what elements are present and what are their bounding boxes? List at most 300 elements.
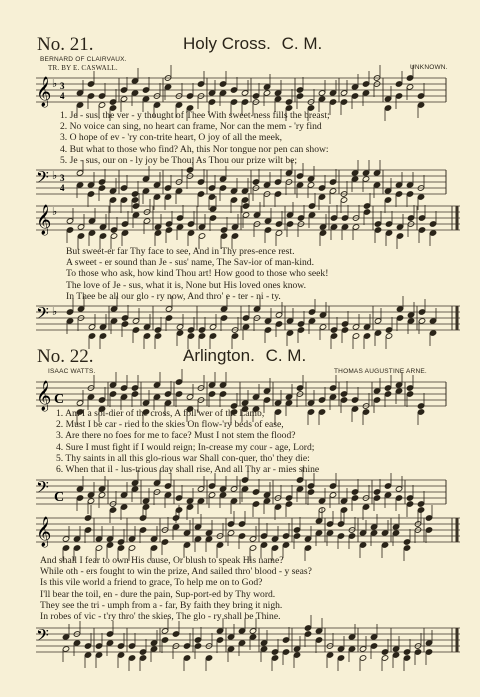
note-head [370,530,377,536]
note-head [308,309,315,315]
svg-text:4: 4 [60,183,65,193]
note-head [264,318,271,324]
note-head [329,492,336,498]
note-head [120,185,127,191]
verse-line: In robes of vic - t'ry thro' the skies, The glo - ry shall be Thine. [40,611,281,623]
note-head [209,324,216,330]
note-head [263,84,270,90]
note-head [208,90,215,96]
note-head [183,655,190,661]
note-head [297,215,304,221]
note-head [362,81,369,87]
note-head [139,655,146,661]
note-head [337,533,344,539]
note-head [186,504,193,510]
hymn-21-translator-credit: TR. BY E. CASWALL. [48,64,118,72]
note-head [73,545,80,551]
note-head [153,102,160,108]
note-head [417,93,424,99]
note-head [362,90,369,96]
note-head [175,102,182,108]
note-head [142,176,149,182]
note-head [318,185,325,191]
note-head [264,218,271,224]
note-head [319,312,326,318]
note-head [330,327,337,333]
note-head [109,391,116,397]
note-head [197,486,204,492]
note-head [286,212,293,218]
note-head [106,631,113,637]
note-head [385,230,392,236]
note-head [76,90,83,96]
note-head [315,628,322,634]
note-head [271,649,278,655]
verse-line: 3. O hope of ev - 'ry con-trite heart, O joy of all the meek, [60,132,283,144]
note-head [263,397,270,403]
note-head [241,477,248,483]
note-head [110,233,117,239]
note-head [186,394,193,400]
note-head [230,486,237,492]
note-head [176,224,183,230]
note-head [352,324,359,330]
note-head [176,324,183,330]
note-head [205,536,212,542]
note-head [98,179,105,185]
note-head [381,542,388,548]
note-head [406,501,413,507]
note-head [117,545,124,551]
note-head [275,321,282,327]
note-head [172,631,179,637]
note-head [418,318,425,324]
note-head [131,191,138,197]
note-head [231,233,238,239]
note-head [286,318,293,324]
hymn-21-system-2-verses [66,246,328,302]
note-head [351,406,358,412]
note-head [219,382,226,388]
note-head [348,646,355,652]
note-head [260,542,267,548]
note-head [359,646,366,652]
note-head [154,327,161,333]
note-head [172,524,179,530]
hymn-22-composer-credit: THOMAS AUGUSTINE ARNE. [334,368,427,375]
note-head [308,318,315,324]
note-head [164,185,171,191]
note-head [304,631,311,637]
svg-text:C: C [54,490,65,505]
note-head [98,397,105,403]
note-head [209,333,216,339]
note-head [264,227,271,233]
hymn-21-system-1-verses [60,110,330,166]
note-head [340,391,347,397]
hymn-22-system-1-verses [56,408,319,475]
note-head [384,188,391,194]
note-head [84,515,91,521]
note-head [66,309,73,315]
note-head [395,382,402,388]
note-head [286,221,293,227]
note-head [406,495,413,501]
note-head [142,87,149,93]
note-head [406,191,413,197]
note-head [161,539,168,545]
note-head [351,489,358,495]
note-head [153,480,160,486]
note-head [231,333,238,339]
note-head [208,382,215,388]
note-head [308,203,315,209]
note-head [227,530,234,536]
note-head [88,324,95,330]
note-head [194,536,201,542]
treble-clef-icon: 𝄞 [36,205,52,235]
note-head [282,649,289,655]
note-head [392,652,399,658]
note-head [194,637,201,643]
note-head [143,324,150,330]
note-head [110,318,117,324]
note-head [120,504,127,510]
note-head [88,333,95,339]
note-head [315,637,322,643]
note-head [197,191,204,197]
note-head [285,394,292,400]
note-head [198,327,205,333]
note-head [183,542,190,548]
note-head [341,321,348,327]
note-head [429,318,436,324]
note-head [351,170,358,176]
note-head [359,530,366,536]
note-head [329,90,336,96]
note-head [176,215,183,221]
note-head [385,221,392,227]
note-head [186,167,193,173]
note-head [175,188,182,194]
note-head [260,533,267,539]
note-head [76,495,83,501]
note-head [396,315,403,321]
note-head [241,400,248,406]
flat-icon: ♭ [52,306,58,318]
note-head [194,643,201,649]
note-head [271,536,278,542]
note-head [418,215,425,221]
note-head [242,203,249,209]
note-head [131,486,138,492]
treble-clef-icon: 𝄞 [36,517,52,547]
note-head [84,643,91,649]
note-head [161,637,168,643]
note-head [271,655,278,661]
note-head [395,182,402,188]
note-head [98,492,105,498]
note-head [351,84,358,90]
note-head [429,230,436,236]
hymn-22-title [183,346,306,366]
note-head [208,185,215,191]
note-head [351,495,358,501]
treble-clef-icon: 𝄞 [36,77,52,107]
note-head [337,521,344,527]
note-head [363,203,370,209]
verse-line: Is this vile world a friend to grace, To help me on to God? [40,577,263,589]
hymn-22-meter: C. M. [265,346,307,365]
note-head [263,388,270,394]
note-head [392,524,399,530]
note-head [62,646,69,652]
note-head [109,188,116,194]
note-head [95,536,102,542]
note-head [153,182,160,188]
hymn-22-tune-name: Arlington. [183,346,255,365]
note-head [252,394,259,400]
note-head [403,655,410,661]
note-head [315,530,322,536]
note-head [186,498,193,504]
note-head [120,96,127,102]
note-head [242,324,249,330]
note-head [198,233,205,239]
note-head [293,652,300,658]
note-head [330,224,337,230]
verse-line: And shall I fear to own His cause, Or blush to speak His name? [40,555,284,566]
note-head [296,182,303,188]
note-head [219,176,226,182]
note-head [131,78,138,84]
note-head [370,643,377,649]
note-head [132,318,139,324]
note-head [220,315,227,321]
note-head [139,515,146,521]
note-head [76,102,83,108]
note-head [351,93,358,99]
note-head [76,182,83,188]
note-head [425,649,432,655]
note-head [132,212,139,218]
note-head [396,233,403,239]
note-head [318,96,325,102]
note-head [304,536,311,542]
note-head [363,209,370,215]
hymn-21-title [183,34,322,54]
note-head [329,483,336,489]
note-head [396,306,403,312]
note-head [194,524,201,530]
note-head [373,388,380,394]
note-head [106,542,113,548]
note-head [132,327,139,333]
note-head [406,391,413,397]
verse-line: 2. No voice can sing, no heart can frame, Nor can the mem - 'ry find [60,121,322,133]
note-head [340,99,347,105]
note-head [150,640,157,646]
note-head [98,93,105,99]
note-head [197,81,204,87]
note-head [186,93,193,99]
note-head [120,394,127,400]
note-head [231,224,238,230]
note-head [241,99,248,105]
note-head [128,655,135,661]
note-head [219,90,226,96]
svg-text:3: 3 [60,173,65,183]
note-head [227,521,234,527]
note-head [87,498,94,504]
note-head [370,524,377,530]
note-head [238,533,245,539]
note-head [326,521,333,527]
note-head [208,99,215,105]
note-head [351,176,358,182]
note-head [385,333,392,339]
note-head [220,306,227,312]
time-signature: 3 [60,81,65,91]
note-head [77,233,84,239]
note-head [87,182,94,188]
note-head [164,492,171,498]
note-head [362,504,369,510]
note-head [219,81,226,87]
note-head [296,87,303,93]
note-head [154,224,161,230]
note-head [197,179,204,185]
note-head [373,170,380,176]
note-head [384,492,391,498]
note-head [396,224,403,230]
note-head [66,227,73,233]
note-head [395,93,402,99]
note-head [293,527,300,533]
note-head [348,634,355,640]
note-head [238,628,245,634]
note-head [131,391,138,397]
note-head [252,501,259,507]
verse-line: 4. Sure I must fight if I would reign; In-crease my cour - age, Lord; [56,441,315,453]
note-head [99,324,106,330]
note-head [263,498,270,504]
note-head [340,397,347,403]
verse-line: While oth - ers fought to win the prize, And sailed thro' blood - y seas? [40,566,312,578]
note-head [392,530,399,536]
note-head [242,212,249,218]
note-head [384,96,391,102]
note-head [120,385,127,391]
note-head [341,224,348,230]
note-head [249,536,256,542]
note-head [150,536,157,542]
note-head [407,318,414,324]
note-head [417,102,424,108]
note-head [150,646,157,652]
note-head [362,176,369,182]
note-head [351,397,358,403]
note-head [274,191,281,197]
hymn-21-tune-name: Holy Cross. [183,34,271,53]
note-head [296,93,303,99]
note-head [121,230,128,236]
note-head [362,170,369,176]
note-head [154,333,161,339]
note-head [95,643,102,649]
note-head [187,230,194,236]
note-head [88,218,95,224]
hymn-21-composer-credit: UNKNOWN. [410,64,448,71]
verse-line: 5. Thy saints in all this glo-rious war Shall con-quer, tho' they die: [56,452,310,464]
hymn-22-system-2-bass-staff [36,622,460,662]
note-head [98,102,105,108]
note-head [381,655,388,661]
hymn-22-author-credit: ISAAC WATTS. [48,368,96,375]
note-head [187,221,194,227]
hymn-21-author-credit: BERNARD OF CLAIRVAUX. [40,56,127,63]
note-head [176,330,183,336]
note-head [208,391,215,397]
note-head [66,218,73,224]
note-head [143,333,150,339]
note-head [183,530,190,536]
note-head [384,391,391,397]
verse-line: I'll bear the toil, en - dure the pain, Sup-port-ed by Thy word. [40,588,276,600]
note-head [153,382,160,388]
note-head [285,501,292,507]
note-head [76,170,83,176]
note-head [197,498,204,504]
note-head [319,230,326,236]
note-head [329,394,336,400]
note-head [238,640,245,646]
verse-line: 5. Je - sus, our on - ly joy be Thou, As Thou our prize wilt be; [60,154,298,166]
note-head [308,212,315,218]
note-head [429,221,436,227]
note-head [220,233,227,239]
note-head [384,483,391,489]
note-head [219,185,226,191]
note-head [219,391,226,397]
note-head [253,212,260,218]
note-head [341,215,348,221]
note-head [282,637,289,643]
note-head [241,486,248,492]
note-head [304,625,311,631]
note-head [66,318,73,324]
note-head [164,400,171,406]
note-head [363,333,370,339]
note-head [425,640,432,646]
note-head [216,542,223,548]
note-head [165,306,172,312]
note-head [62,634,69,640]
note-head [249,628,256,634]
note-head [161,628,168,634]
verse-line: But sweet-er far Thy face to see, And in Thy pres-ence rest. [66,246,295,257]
note-head [120,492,127,498]
note-head [230,188,237,194]
note-head [286,330,293,336]
note-head [77,224,84,230]
verse-line: A sweet - er sound than Je - sus' name, The Sav-ior of man-kind. [66,257,315,269]
note-head [139,649,146,655]
verse-line: 2. Must I be car - ried to the skies On flow-'ry beds of ease, [56,419,284,431]
note-head [348,533,355,539]
note-head [84,652,91,658]
note-head [187,333,194,339]
